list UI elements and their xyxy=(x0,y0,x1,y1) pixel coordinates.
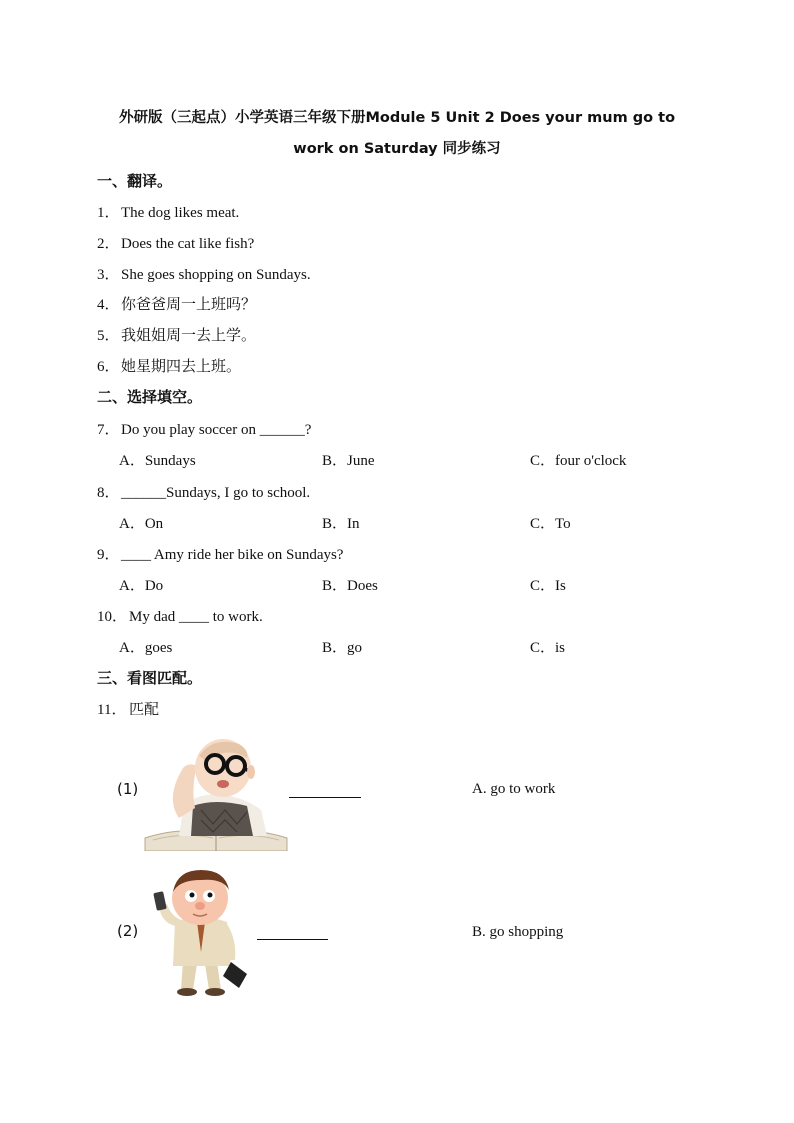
question-number: 4． xyxy=(97,297,120,313)
section-match-heading: 三、看图匹配。 xyxy=(97,669,203,687)
option-a[interactable]: A．Do xyxy=(119,578,164,594)
question-1 xyxy=(97,201,239,222)
option-b[interactable]: B．Does xyxy=(322,578,378,594)
option-a[interactable]: A．On xyxy=(119,516,164,532)
question-text: She goes shopping on Sundays. xyxy=(121,267,311,283)
question-number: 9． xyxy=(97,547,120,563)
question-text: My dad ____ to work. xyxy=(129,609,263,625)
option-a[interactable]: A．goes xyxy=(119,640,173,656)
question-text: Does the cat like fish? xyxy=(121,236,255,252)
question-4 xyxy=(97,293,256,314)
question-number: 3． xyxy=(97,267,120,283)
question-text: 匹配 xyxy=(129,700,160,718)
option-b[interactable]: B．go xyxy=(322,640,363,656)
question-8 xyxy=(97,481,310,502)
option-c[interactable]: C．To xyxy=(530,516,571,532)
question-number: 10． xyxy=(97,609,128,625)
baby-reading-image xyxy=(143,728,289,851)
section-choice-heading: 二、选择填空。 xyxy=(97,388,203,406)
worksheet-title-line2: work on Saturday 同步练习 xyxy=(293,141,501,157)
option-c[interactable]: C．is xyxy=(530,640,566,656)
worksheet-title-line1: 外研版（三起点）小学英语三年级下册Module 5 Unit 2 Does your mum go to xyxy=(118,110,676,126)
match-option-b: B. go shopping xyxy=(472,924,564,940)
question-number: 2． xyxy=(97,236,120,252)
question-number: 1． xyxy=(97,205,120,221)
section-translate-heading: 一、翻译。 xyxy=(97,172,173,190)
question-2 xyxy=(97,232,254,253)
answer-blank[interactable] xyxy=(289,797,361,798)
question-9 xyxy=(97,543,343,564)
question-7 xyxy=(97,418,311,439)
question-text: ______Sundays, I go to school. xyxy=(121,485,311,501)
question-text: 我姐姐周一去上学。 xyxy=(121,326,257,344)
option-c[interactable]: C．Is xyxy=(530,578,566,594)
answer-blank[interactable] xyxy=(257,939,328,940)
question-5 xyxy=(97,324,256,345)
businessman-image xyxy=(143,862,256,1000)
option-b[interactable]: B．In xyxy=(322,516,360,532)
question-number: 6． xyxy=(97,359,120,375)
question-text: Do you play soccer on ______? xyxy=(121,422,312,438)
question-3 xyxy=(97,263,311,284)
match-item-number: (2) xyxy=(117,922,139,940)
question-10 xyxy=(97,605,263,626)
match-option-a: A. go to work xyxy=(472,781,556,797)
question-number: 5． xyxy=(97,328,120,344)
question-text: 你爸爸周一上班吗？ xyxy=(121,295,257,313)
question-text: The dog likes meat. xyxy=(121,205,240,221)
option-a[interactable]: A．Sundays xyxy=(119,453,196,469)
question-number: 7． xyxy=(97,422,120,438)
question-text: ____ Amy ride her bike on Sundays? xyxy=(121,547,344,563)
question-11 xyxy=(97,698,159,719)
option-c[interactable]: C．four o'clock xyxy=(530,453,627,469)
option-b[interactable]: B．June xyxy=(322,453,375,469)
question-6 xyxy=(97,355,241,376)
match-item-number: (1) xyxy=(117,780,139,798)
question-number: 8． xyxy=(97,485,120,501)
question-text: 她星期四去上班。 xyxy=(121,357,242,375)
question-number: 11． xyxy=(97,702,127,718)
